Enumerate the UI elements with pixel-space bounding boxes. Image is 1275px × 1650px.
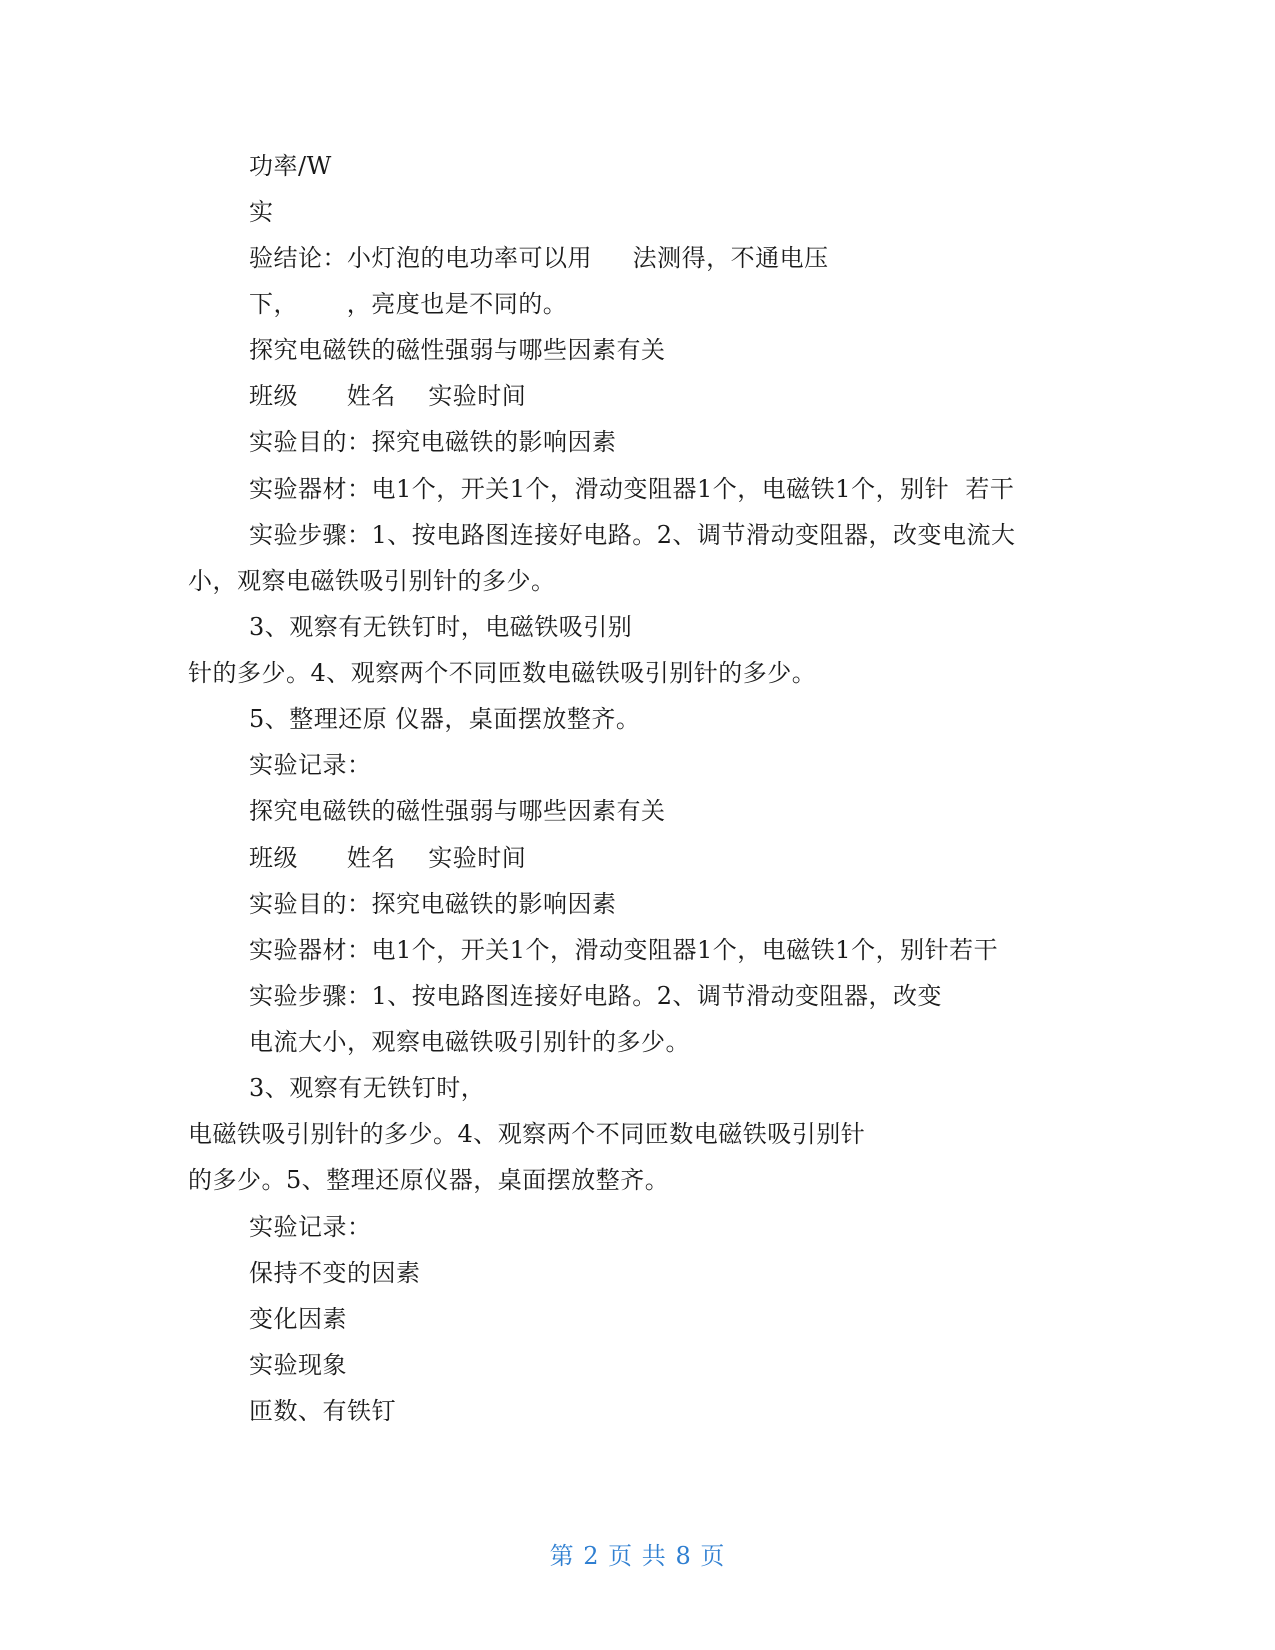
experiment-materials: 实验器材：电1个，开关1个，滑动变阻器1个，电磁铁1个，别针 若干	[249, 475, 1015, 503]
constant-factors-label: 保持不变的因素	[249, 1259, 421, 1287]
text-line-shi: 实	[249, 198, 274, 226]
experiment-steps-cont: 小，观察电磁铁吸引别针的多少。	[188, 567, 556, 595]
turns-iron-nail-label: 匝数、有铁钉	[249, 1397, 396, 1425]
phenomenon-label: 实验现象	[249, 1351, 347, 1379]
experiment-step-4: 针的多少。4、观察两个不同匝数电磁铁吸引别针的多少。	[188, 659, 817, 687]
variable-factors-label: 变化因素	[249, 1305, 347, 1333]
class-name-time-line: 班级 姓名 实验时间	[249, 382, 527, 410]
experiment-record-label-repeat: 实验记录：	[249, 1213, 372, 1241]
experiment-purpose-repeat: 实验目的：探究电磁铁的影响因素	[249, 890, 617, 918]
experiment-step-4-repeat: 电磁铁吸引别针的多少。4、观察两个不同匝数电磁铁吸引别针	[188, 1120, 866, 1148]
page-number-footer: 第 2 页 共 8 页	[549, 1542, 726, 1570]
experiment-steps: 实验步骤：1、按电路图连接好电路。2、调节滑动变阻器，改变电流大	[249, 521, 1016, 549]
experiment-step-3: 3、观察有无铁钉时，电磁铁吸引别	[249, 613, 633, 641]
experiment-steps-repeat-cont: 电流大小，观察电磁铁吸引别针的多少。	[249, 1028, 690, 1056]
experiment-step-5: 5、整理还原 仪器，桌面摆放整齐。	[249, 705, 641, 733]
experiment-steps-repeat: 实验步骤：1、按电路图连接好电路。2、调节滑动变阻器，改变	[249, 982, 943, 1010]
text-line-conclusion-cont: 下， ，亮度也是不同的。	[249, 290, 568, 318]
text-line-power-unit: 功率/W	[249, 152, 332, 180]
experiment-materials-repeat: 实验器材：电1个，开关1个，滑动变阻器1个，电磁铁1个，别针若干	[249, 936, 999, 964]
experiment-step-5-repeat: 的多少。5、整理还原仪器，桌面摆放整齐。	[188, 1166, 670, 1194]
section-title: 探究电磁铁的磁性强弱与哪些因素有关	[249, 336, 666, 364]
class-name-time-line-repeat: 班级 姓名 实验时间	[249, 844, 527, 872]
experiment-step-3-repeat: 3、观察有无铁钉时，	[249, 1074, 486, 1102]
experiment-record-label: 实验记录：	[249, 751, 372, 779]
experiment-purpose: 实验目的：探究电磁铁的影响因素	[249, 428, 617, 456]
text-line-conclusion: 验结论：小灯泡的电功率可以用 法测得，不通电压	[249, 244, 829, 272]
section-title-repeat: 探究电磁铁的磁性强弱与哪些因素有关	[249, 797, 666, 825]
